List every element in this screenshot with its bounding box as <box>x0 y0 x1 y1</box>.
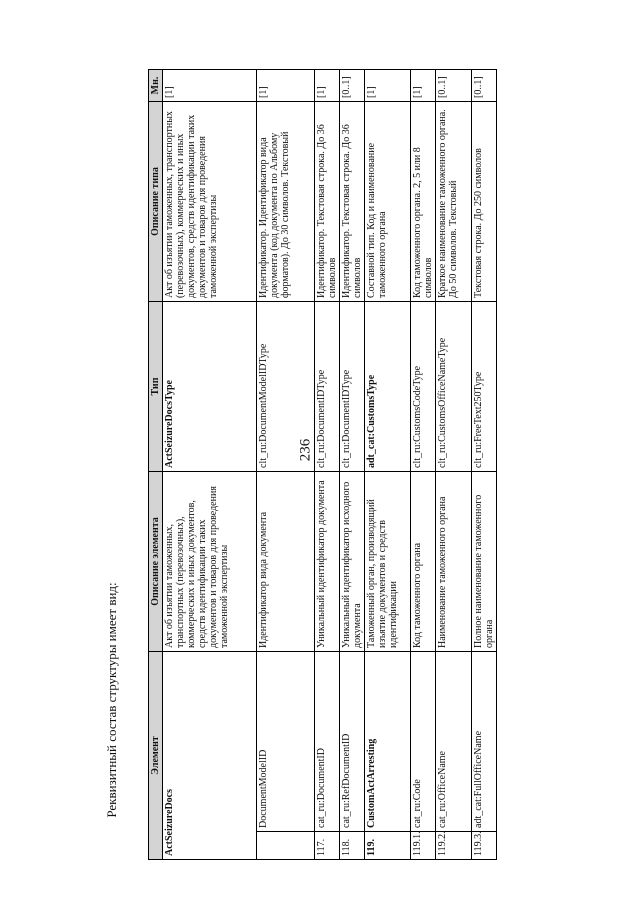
cell-element: CustomActArresting <box>365 652 411 832</box>
cell-desc-type: Текстовая строка. До 250 символов <box>472 102 497 302</box>
cell-mult: [0..1] <box>472 70 497 102</box>
cell-num: 119.3. <box>472 832 497 860</box>
table-row <box>257 70 315 860</box>
cell-type: clt_ru:DocumentModelIDType <box>257 302 315 472</box>
cell-desc-type: Код таможенного органа. 2, 5 или 8 символов <box>411 102 436 302</box>
table-row <box>315 70 340 860</box>
header-element: Элемент <box>149 652 163 860</box>
cell-num: 117. <box>315 832 340 860</box>
cell-type: clt_ru:CustomsOfficeNameType <box>436 302 472 472</box>
cell-desc-element: Наименование таможенного органа <box>436 472 472 652</box>
cell-element: DocumentModelID <box>257 652 315 832</box>
cell-desc-type: Идентификатор. Текстовая строка. До 36 символов <box>340 102 365 302</box>
cell-desc-element: Уникальный идентификатор документа <box>315 472 340 652</box>
cell-desc-type: Составной тип. Код и наименование таможенного органа <box>365 102 411 302</box>
cell-type: clt_ru:CustomsCodeType <box>411 302 436 472</box>
cell-type: clt_ru:DocumentIDType <box>315 302 340 472</box>
cell-element: cat_ru:OfficeName <box>436 652 472 832</box>
requisites-table <box>148 69 497 860</box>
cell-desc-element: Код таможенного органа <box>411 472 436 652</box>
table-row <box>340 70 365 860</box>
cell-desc-element: Полное наименование таможенного органа <box>472 472 497 652</box>
page-number: 236 <box>297 438 314 462</box>
header-desc-element: Описание элемента <box>149 472 163 652</box>
cell-type: adt_cat:CustomsType <box>365 302 411 472</box>
cell-num: 118. <box>340 832 365 860</box>
cell-mult: [1] <box>163 70 257 102</box>
rotated-table-container <box>148 70 495 860</box>
table-row <box>365 70 411 860</box>
cell-element: ActSeizureDocs <box>163 652 257 860</box>
cell-mult: [1] <box>315 70 340 102</box>
header-desc-type: Описание типа <box>149 102 163 302</box>
cell-type: clt_ru:DocumentIDType <box>340 302 365 472</box>
cell-mult: [1] <box>365 70 411 102</box>
cell-num: 119.2. <box>436 832 472 860</box>
cell-type: ActSeizureDocsType <box>163 302 257 472</box>
header-mult: Мн. <box>149 70 163 102</box>
cell-type: clt_ru:FreeText250Type <box>472 302 497 472</box>
table-row <box>436 70 472 860</box>
cell-element: cat_ru:RefDocumentID <box>340 652 365 832</box>
cell-desc-element: Уникальный идентификатор исходного документа <box>340 472 365 652</box>
cell-mult: [0..1] <box>436 70 472 102</box>
cell-element: cat_ru:DocumentID <box>315 652 340 832</box>
cell-num <box>257 832 315 860</box>
cell-desc-element: Акт об изъятии таможенных, транспортных (перевозочных), коммерческих и иных документов, средств идентификации таких документов и товаров для проведения таможенной экспертизы <box>163 472 257 652</box>
table-header-row <box>149 70 163 860</box>
cell-desc-type: Акт об изъятии таможенных, транспортных (перевозочных), коммерческих и иных документов, средств идентификации таких документов и товаров для проведения таможенной экспертизы <box>163 102 257 302</box>
cell-num: 119.1. <box>411 832 436 860</box>
cell-element: cat_ru:Code <box>411 652 436 832</box>
cell-mult: [0..1] <box>340 70 365 102</box>
cell-desc-type: Идентификатор. Идентификатор вида документа (код документа по Альбому форматов). До 30 символов. Текстовый <box>257 102 315 302</box>
intro-text: Реквизитный состав структуры имеет вид: <box>104 582 119 818</box>
table-row <box>163 70 257 860</box>
table-row <box>411 70 436 860</box>
table-row <box>472 70 497 860</box>
cell-desc-type: Краткое наименование таможенного органа. До 50 символов. Текстовый <box>436 102 472 302</box>
cell-desc-type: Идентификатор. Текстовая строка. До 36 символов <box>315 102 340 302</box>
header-type: Тип <box>149 302 163 472</box>
cell-element: adt_cat:FullOfficeName <box>472 652 497 832</box>
cell-mult: [1] <box>411 70 436 102</box>
cell-desc-element: Таможенный орган, производящий изъятие документов и средств идентификации <box>365 472 411 652</box>
cell-num: 119. <box>365 832 411 860</box>
cell-desc-element: Идентификатор вида документа <box>257 472 315 652</box>
cell-mult: [1] <box>257 70 315 102</box>
